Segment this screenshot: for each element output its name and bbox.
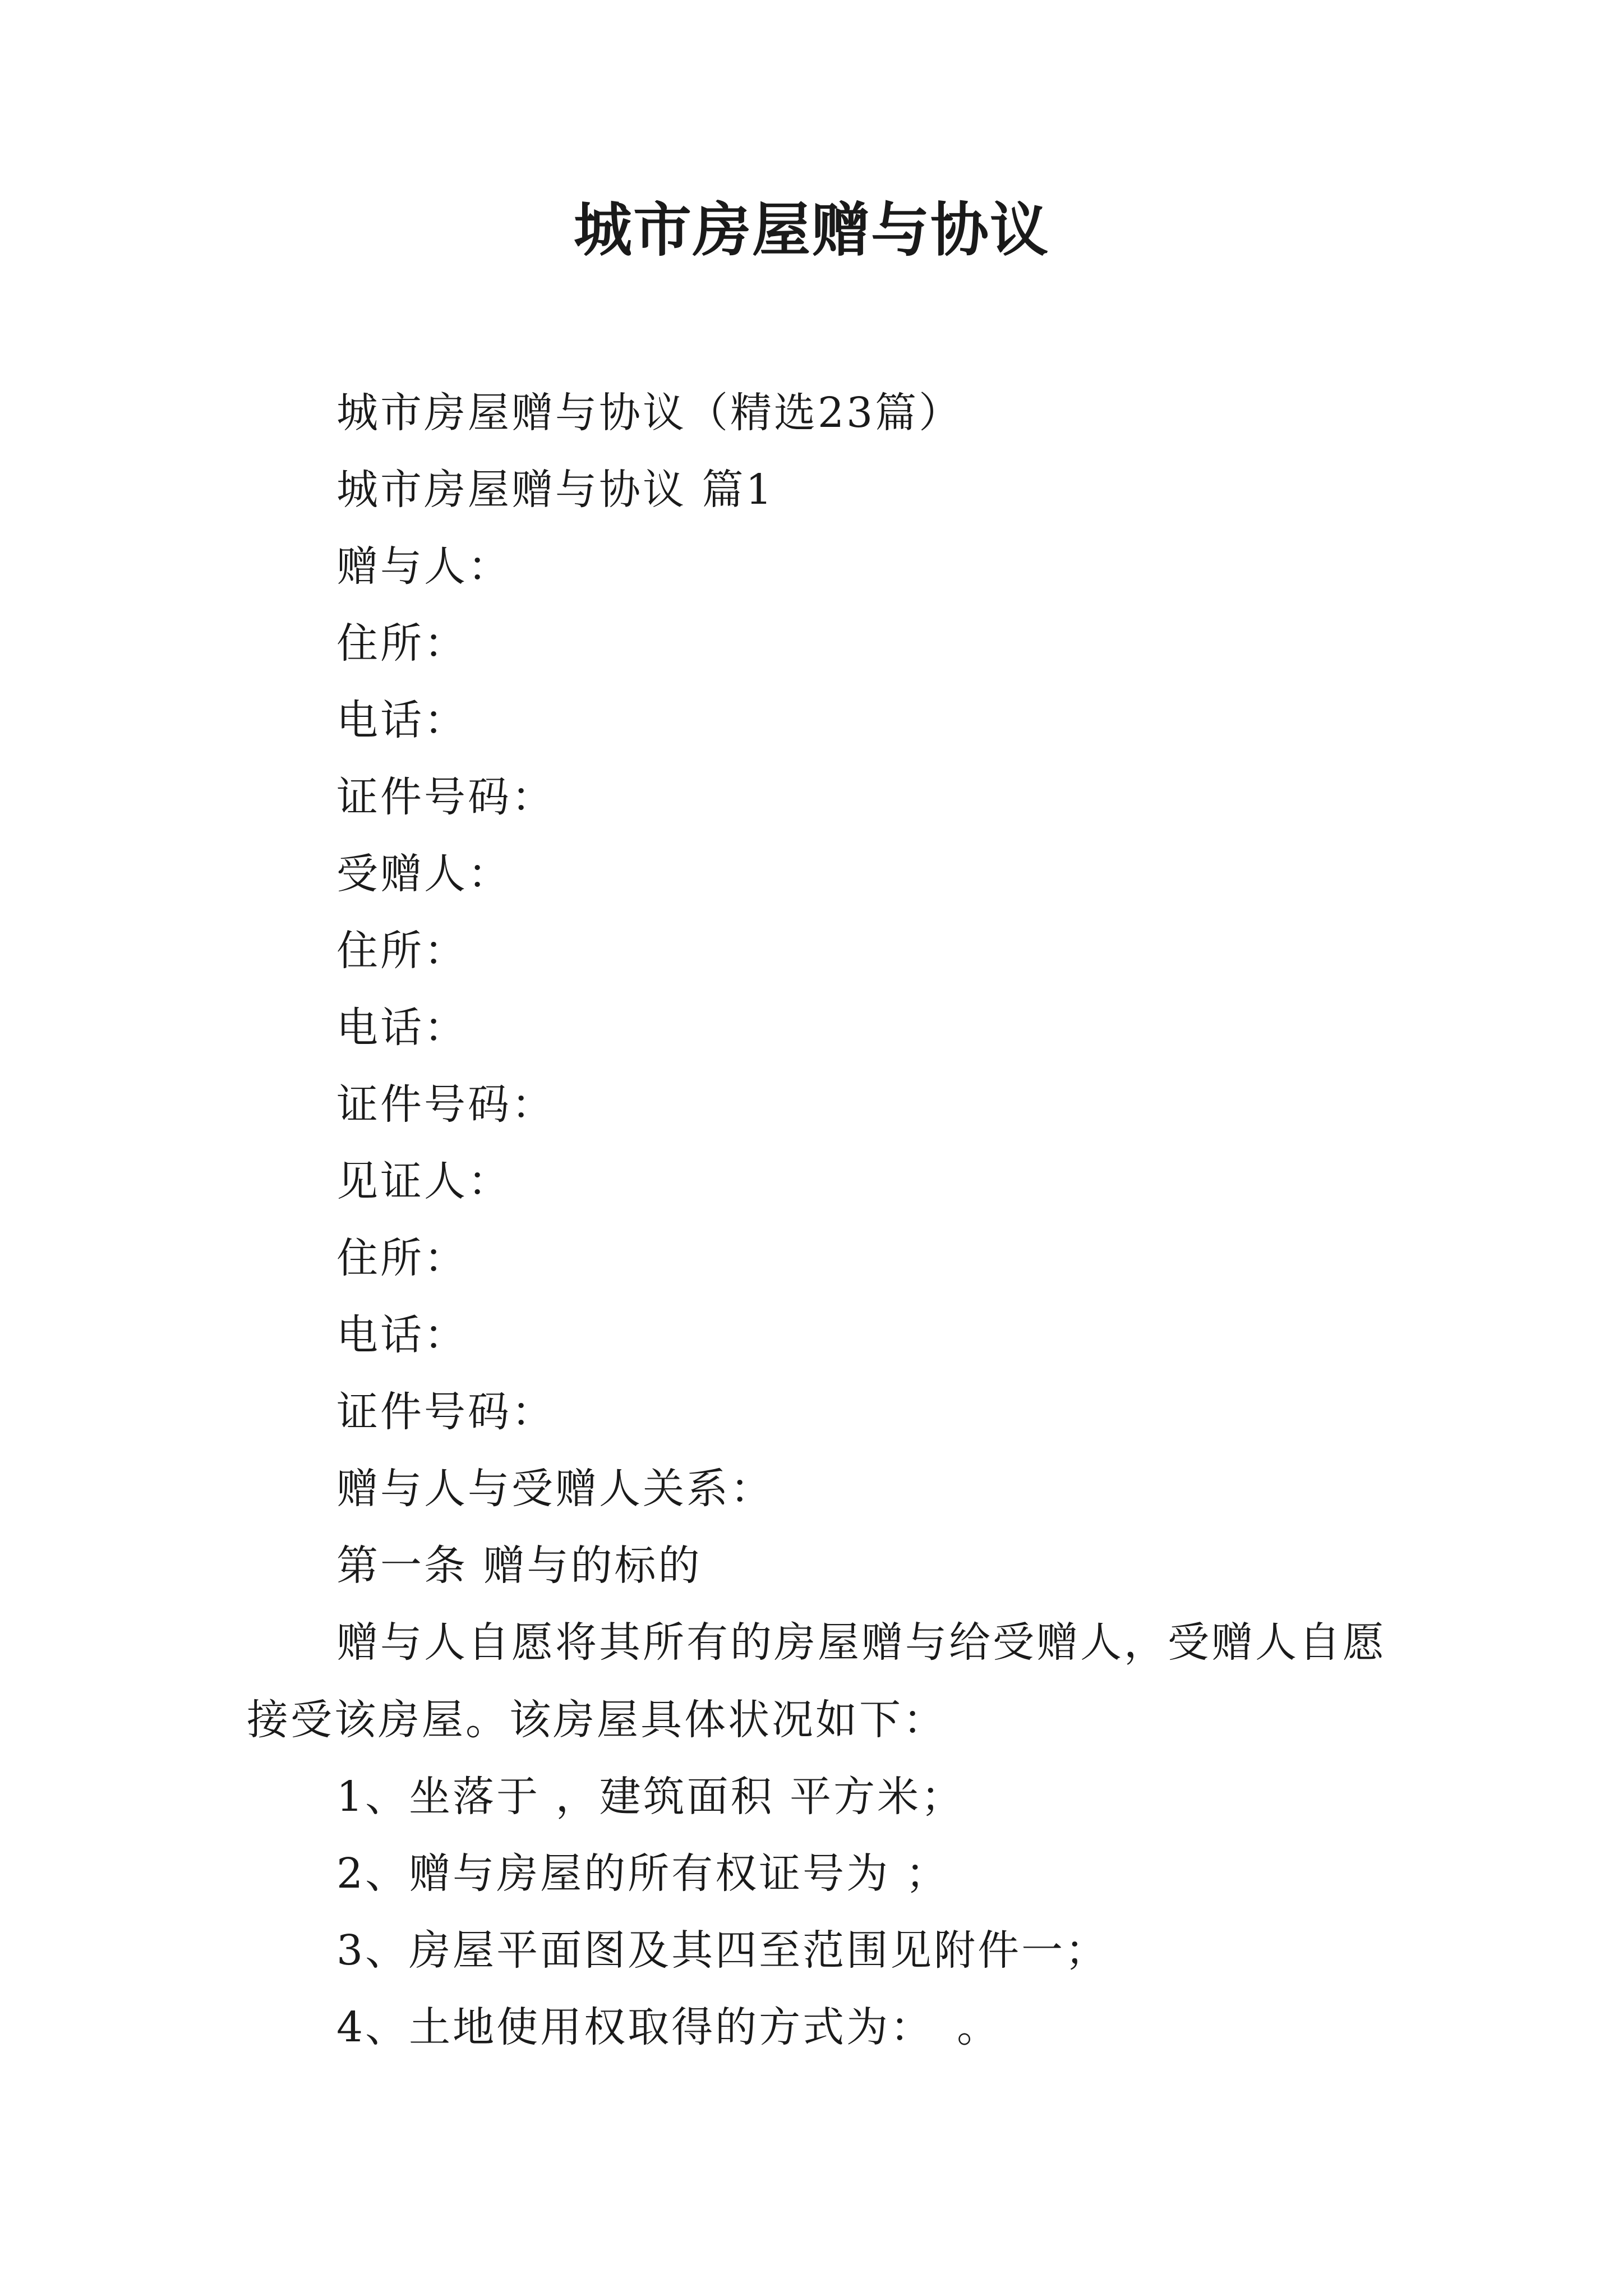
article-1-paragraph: 赠与人自愿将其所有的房屋赠与给受赠人，受赠人自愿接受该房屋。该房屋具体状况如下： [247, 1618, 1386, 1744]
donor-phone-label: 电话： [336, 696, 468, 744]
donee-phone-label: 电话： [336, 1004, 468, 1052]
donor-address-label: 住所： [336, 619, 468, 668]
donor-id-label: 证件号码： [336, 773, 555, 821]
witness-phone-label: 电话： [336, 1311, 468, 1359]
list-item: 1、坐落于 ，建筑面积 平方米； [336, 1773, 965, 1821]
list-item: 2、赠与房屋的所有权证号为 ； [336, 1849, 949, 1898]
donee-address-label: 住所： [336, 927, 468, 975]
witness-id-label: 证件号码： [336, 1388, 555, 1436]
document-title: 城市房屋赠与协议 [573, 195, 1049, 264]
witness-label: 见证人： [336, 1157, 511, 1205]
donor-label: 赠与人： [336, 542, 511, 591]
donee-label: 受赠人： [336, 850, 511, 898]
relationship-label: 赠与人与受赠人关系： [336, 1465, 774, 1513]
witness-address-label: 住所： [336, 1234, 468, 1282]
list-item: 3、房屋平面图及其四至范围见附件一； [336, 1926, 1109, 1975]
subtitle-line: 城市房屋赠与协议（精选23篇） [336, 389, 963, 437]
donee-id-label: 证件号码： [336, 1080, 555, 1129]
section-heading: 城市房屋赠与协议 篇1 [336, 466, 774, 514]
article-1-heading: 第一条 赠与的标的 [336, 1542, 702, 1590]
list-item: 4、土地使用权取得的方式为： 。 [336, 2003, 1001, 2051]
